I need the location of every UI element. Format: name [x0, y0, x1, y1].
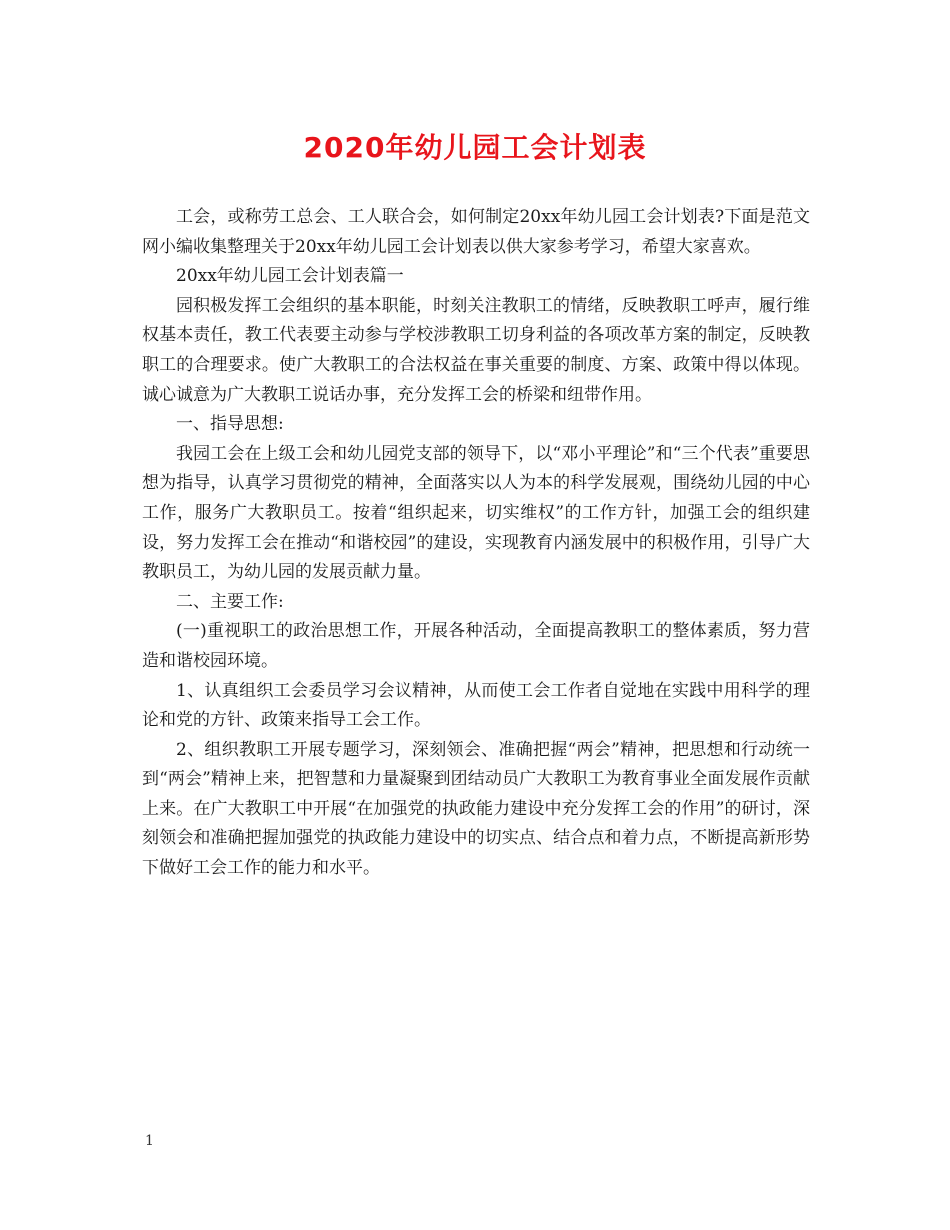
- document-body: [142, 203, 810, 884]
- section-heading-plan-one: 20xx年幼儿园工会计划表篇一: [176, 266, 404, 287]
- body-paragraph: (一)重视职工的政治思想工作，开展各种活动，全面提高教职工的整体素质，努力营造和谐校园环境。: [142, 621, 810, 671]
- section-heading-guiding-thought: 一、指导思想:: [176, 414, 284, 435]
- body-paragraph: 园积极发挥工会组织的基本职能，时刻关注教职工的情绪，反映教职工呼声，履行维权基本责任，教工代表要主动参与学校涉教职工切身利益的各项改革方案的制定，反映教职工的合理要求。使广大教职工的合法权益在事关重要的制度、方案、政策中得以体现。诚心诚意为广大教职工说话办事，充分发挥工会的桥梁和纽带作用。: [142, 295, 810, 405]
- page-number: 1: [145, 1133, 154, 1149]
- list-item-paragraph: 2、组织教职工开展专题学习，深刻领会、准确把握“两会”精神，把思想和行动统一到“两会”精神上来，把智慧和力量凝聚到团结动员广大教职工为教育事业全面发展作贡献上来。在广大教职工中开展“在加强党的执政能力建设中充分发挥工会的作用”的研讨，深刻领会和准确把握加强党的执政能力建设中的切实点、结合点和着力点，不断提高新形势下做好工会工作的能力和水平。: [142, 739, 810, 879]
- document-title: 2020年幼儿园工会计划表: [303, 131, 647, 164]
- intro-paragraph: 工会，或称劳工总会、工人联合会，如何制定20xx年幼儿园工会计划表?下面是范文网小编收集整理关于20xx年幼儿园工会计划表以供大家参考学习，希望大家喜欢。: [142, 207, 810, 257]
- list-item-paragraph: 1、认真组织工会委员学习会议精神，从而使工会工作者自觉地在实践中用科学的理论和党的方针、政策来指导工会工作。: [142, 680, 810, 731]
- section-heading-main-work: 二、主要工作:: [176, 591, 284, 612]
- body-paragraph: 我园工会在上级工会和幼儿园党支部的领导下，以“邓小平理论”和“三个代表”重要思想为指导，认真学习贯彻党的精神，全面落实以人为本的科学发展观，围绕幼儿园的中心工作，服务广大教职员工。按着“组织起来，切实维权”的工作方针，加强工会的组织建设，努力发挥工会在推动“和谐校园”的建设，实现教育内涵发展中的积极作用，引导广大教职员工，为幼儿园的发展贡献力量。: [142, 443, 810, 583]
